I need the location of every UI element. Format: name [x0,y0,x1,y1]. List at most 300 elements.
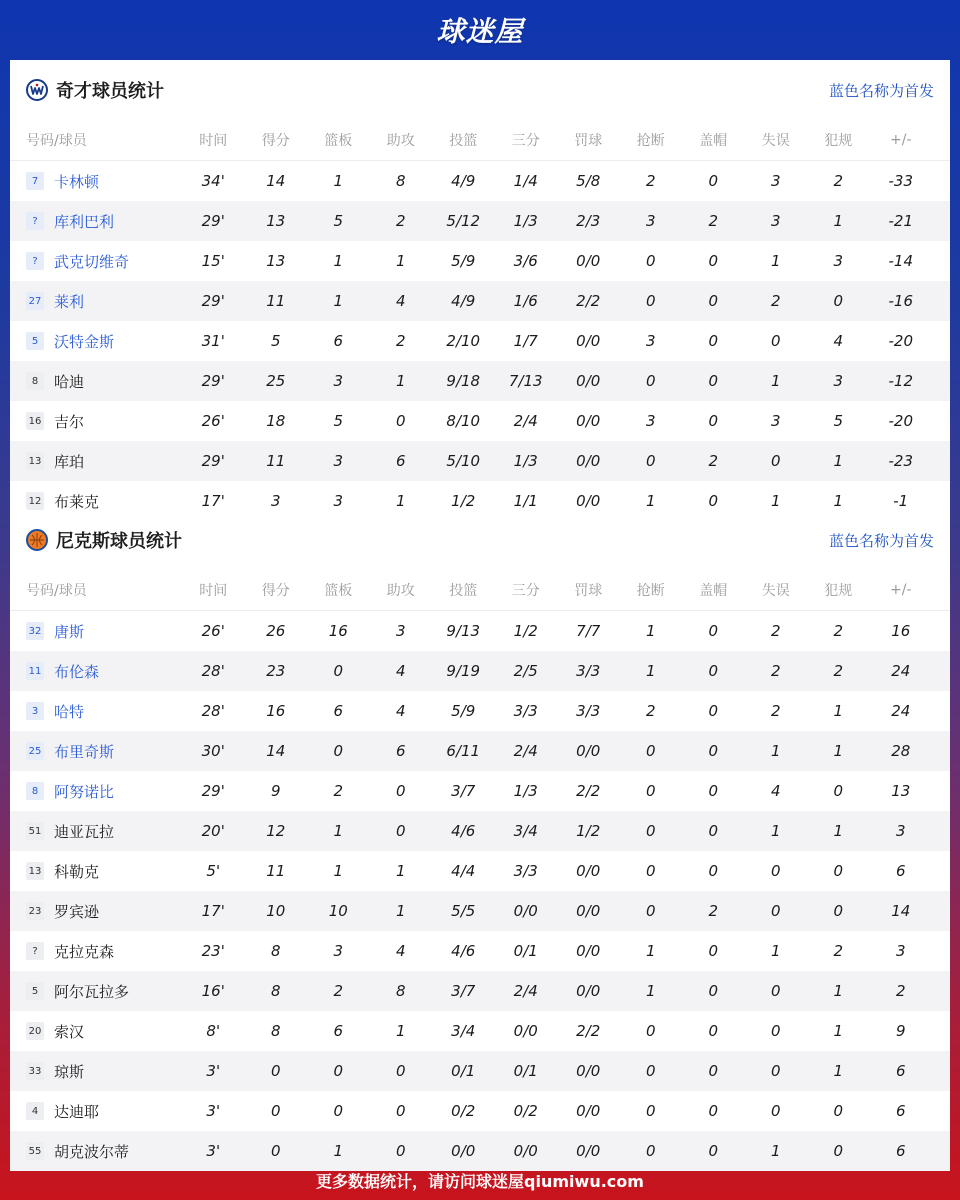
stat-cell: 0 [770,1062,781,1080]
stat-cell: 3 [333,492,344,510]
wizards-section [10,60,950,521]
stat-cell: 2/2 [576,782,601,800]
stat-cell: 16 [891,622,911,640]
stat-cell: 0/0 [576,492,601,510]
stat-cell: 6 [395,742,406,760]
stat-cell: 2 [708,902,719,920]
stat-cell: 2/4 [513,412,538,430]
stat-cell: 0 [770,1022,781,1040]
table-row [10,811,950,851]
stat-cell: 1 [770,372,781,390]
stat-cell: 2/10 [446,332,481,350]
column-header: 投篮 [449,583,478,599]
stat-cell: 10 [328,902,348,920]
stat-cell: 4/6 [451,822,476,840]
stat-cell: 0 [833,782,844,800]
stat-cell: 0 [833,1142,844,1160]
stat-cell: 30' [201,742,225,760]
column-header: 抢断 [636,133,665,149]
stat-cell: 0/0 [513,1022,538,1040]
column-header: 抢断 [636,583,665,599]
section-title: 尼克斯球员统计 [56,531,182,552]
player-name[interactable]: 琼斯 [54,1062,85,1081]
stat-cell: 9/19 [446,662,481,680]
table-row [10,241,950,281]
stat-cell: 0 [645,902,656,920]
stat-cell: 5/9 [451,702,476,720]
stat-cell: 0 [708,862,719,880]
player-name[interactable]: 库利巴利 [54,212,115,231]
footer-banner: 更多数据统计，请访问球迷屋qiumiwu.com [316,1171,644,1191]
stat-cell: 26' [201,622,225,640]
player-cell [10,171,182,192]
stat-cell: 2 [395,212,406,230]
stat-cell: 1/2 [513,622,538,640]
stat-cell: 1 [395,1022,406,1040]
stat-cell: 0 [395,1062,406,1080]
jersey-number: 55 [26,1142,44,1160]
player-name[interactable]: 哈特 [54,702,85,721]
stat-cell: 5/12 [446,212,481,230]
column-header: 失误 [761,583,790,599]
column-header: 时间 [199,133,228,149]
brand-logo: 球迷屋 [436,15,524,48]
stat-cell: 0 [708,822,719,840]
stat-cell: 1 [333,172,344,190]
player-name[interactable]: 迪亚瓦拉 [54,822,115,841]
player-cell [10,741,182,762]
stat-cell: 29' [201,292,225,310]
stat-cell: 0/0 [576,372,601,390]
stat-cell: 0 [270,1102,281,1120]
jersey-number: 13 [26,862,44,880]
jersey-number: 12 [26,492,44,510]
stat-cell: 14 [266,172,286,190]
starter-legend-note: 蓝色名称为首发 [828,81,934,100]
stat-cell: 0 [708,782,719,800]
player-cell [10,621,182,642]
stat-cell: 8 [270,982,281,1000]
player-cell [10,701,182,722]
table-row [10,441,950,481]
stat-cell: 0 [708,1102,719,1120]
column-header: 盖帽 [699,133,728,149]
player-name[interactable]: 吉尔 [54,412,85,431]
stat-cell: 0 [645,822,656,840]
stat-cell: -16 [888,292,913,310]
stat-cell: 1 [770,492,781,510]
stat-cell: 34' [201,172,225,190]
column-header: 犯规 [824,133,853,149]
stat-cell: 0 [645,292,656,310]
stat-cell: 3' [206,1142,221,1160]
stat-cell: 0 [833,902,844,920]
stat-cell: 0 [395,782,406,800]
table-row [10,161,950,201]
stat-cell: 6 [395,452,406,470]
stat-cell: 1 [645,492,656,510]
stat-cell: 0 [395,412,406,430]
player-name[interactable]: 克拉克森 [54,942,115,961]
stat-cell: 0 [708,662,719,680]
column-header: 盖帽 [699,583,728,599]
table-header-row [10,570,950,611]
stat-cell: -20 [888,332,913,350]
jersey-number: ? [26,212,44,230]
stat-cell: 26' [201,412,225,430]
stat-cell: 1 [395,492,406,510]
stat-cell: 2 [895,982,906,1000]
stat-cell: 1 [645,622,656,640]
stat-cell: 0 [708,1022,719,1040]
stat-cell: 6 [333,1022,344,1040]
stat-cell: 1/3 [513,212,538,230]
stat-cell: 6 [333,702,344,720]
player-cell [10,1101,182,1122]
stat-cell: 0 [708,1142,719,1160]
stat-cell: 3 [770,212,781,230]
stat-cell: 2 [333,982,344,1000]
stat-cell: 0/0 [576,982,601,1000]
column-header: 助攻 [386,583,415,599]
stat-cell: 0/0 [576,902,601,920]
stat-cell: 0/0 [576,412,601,430]
stat-cell: 8 [395,982,406,1000]
stat-cell: 0 [645,742,656,760]
stat-cell: 3/3 [576,662,601,680]
stat-cell: 1 [833,702,844,720]
section-header [10,510,950,570]
stat-cell: 1/1 [513,492,538,510]
stat-cell: 1/7 [513,332,538,350]
stat-cell: 17' [201,902,225,920]
stat-cell: 0/0 [576,452,601,470]
stat-cell: 14 [266,742,286,760]
stat-cell: 3 [333,452,344,470]
stat-cell: 0 [333,1062,344,1080]
stat-cell: 3 [333,942,344,960]
stat-cell: 9/13 [446,622,481,640]
stat-cell: 2 [770,662,781,680]
stat-cell: 4 [395,662,406,680]
stat-cell: 0/0 [576,942,601,960]
stat-cell: 2 [333,782,344,800]
stat-cell: 1 [770,1142,781,1160]
stat-cell: 0 [270,1062,281,1080]
stat-cell: 0 [708,292,719,310]
stat-cell: 5/9 [451,252,476,270]
player-name[interactable]: 布伦森 [54,662,100,681]
stat-cell: 24 [891,662,911,680]
stat-cell: 5/8 [576,172,601,190]
stat-cell: 0 [833,1102,844,1120]
table-header-row [10,120,950,161]
table-row [10,611,950,651]
stat-cell: 16 [266,702,286,720]
player-cell [10,251,182,272]
stat-cell: 0/0 [576,332,601,350]
player-name[interactable]: 罗宾逊 [54,902,100,921]
stat-cell: 0 [708,172,719,190]
stat-cell: 1/2 [576,822,601,840]
stat-cell: 1 [833,1062,844,1080]
stat-cell: 0/0 [451,1142,476,1160]
stat-cell: 0 [708,372,719,390]
stat-cell: 0/0 [576,862,601,880]
player-name[interactable]: 达迪耶 [54,1102,100,1121]
stat-cell: 1 [770,742,781,760]
table-row [10,321,950,361]
table-row [10,771,950,811]
stat-cell: 1 [770,942,781,960]
player-name[interactable]: 科勒克 [54,862,100,881]
stat-cell: 4/4 [451,862,476,880]
stat-cell: 3 [770,172,781,190]
stat-cell: 1/4 [513,172,538,190]
stat-cell: 2/4 [513,982,538,1000]
player-name[interactable]: 武克切维奇 [54,252,130,271]
stat-cell: 6 [895,862,906,880]
player-name[interactable]: 索汉 [54,1022,85,1041]
player-name[interactable]: 阿尔瓦拉多 [54,982,130,1001]
jersey-number: 51 [26,822,44,840]
stat-cell: 4/9 [451,172,476,190]
stat-cell: 0 [395,1102,406,1120]
jersey-number: 27 [26,292,44,310]
stat-cell: 2 [645,172,656,190]
stat-cell: 4 [770,782,781,800]
stat-cell: 0/0 [576,1102,601,1120]
stat-cell: 9/18 [446,372,481,390]
stat-cell: -1 [893,492,909,510]
stat-cell: -23 [888,452,913,470]
player-cell [10,1141,182,1162]
stat-cell: 0 [645,782,656,800]
stat-cell: 3 [770,412,781,430]
stat-cell: 12 [266,822,286,840]
stat-cell: 2 [770,622,781,640]
stat-cell: 4 [833,332,844,350]
jersey-number: 5 [26,332,44,350]
stat-cell: 0 [770,452,781,470]
stat-cell: 2 [770,702,781,720]
player-cell [10,781,182,802]
stat-cell: 28' [201,662,225,680]
table-row [10,1011,950,1051]
stat-cell: 3 [645,332,656,350]
stat-cell: 0 [645,862,656,880]
column-header: 罚球 [574,133,603,149]
stat-cell: 1 [333,292,344,310]
stat-cell: 0 [645,452,656,470]
stat-cell: 6 [895,1062,906,1080]
stat-cell: -20 [888,412,913,430]
table-row [10,731,950,771]
jersey-number: 3 [26,702,44,720]
stat-cell: 8 [395,172,406,190]
stat-cell: 1 [333,862,344,880]
stat-cell: 2/3 [576,212,601,230]
stat-cell: 1 [833,822,844,840]
stat-cell: 2 [833,942,844,960]
player-name[interactable]: 布里奇斯 [54,742,115,761]
stat-cell: 17' [201,492,225,510]
player-name[interactable]: 胡克波尔蒂 [54,1142,130,1161]
player-name[interactable]: 阿努诺比 [54,782,115,801]
stat-cell: 29' [201,212,225,230]
player-cell [10,981,182,1002]
stat-cell: 6/11 [446,742,481,760]
stat-cell: 4/6 [451,942,476,960]
stat-cell: 1 [833,212,844,230]
stat-cell: 5 [833,412,844,430]
stat-cell: 23 [266,662,286,680]
stat-cell: 8 [270,1022,281,1040]
stat-cell: 3 [895,942,906,960]
stat-cell: 29' [201,782,225,800]
stat-cell: 0 [708,942,719,960]
table-row [10,201,950,241]
stat-cell: 0 [645,252,656,270]
player-cell [10,821,182,842]
column-header: 得分 [261,133,290,149]
player-name[interactable]: 莱利 [54,292,85,311]
stat-cell: 31' [201,332,225,350]
stat-cell: 0/1 [513,1062,538,1080]
stat-cell: 0/0 [576,1062,601,1080]
stat-cell: 1 [645,982,656,1000]
column-header: 得分 [261,583,290,599]
stat-cell: 1 [770,252,781,270]
column-header: +/- [890,132,912,148]
stat-cell: 11 [266,292,286,310]
wizards-logo-icon [26,79,48,101]
jersey-number: 7 [26,172,44,190]
stat-cell: 0 [770,1102,781,1120]
section-title: 奇才球员统计 [56,81,164,102]
column-header: 失误 [761,133,790,149]
stat-cell: 7/13 [508,372,543,390]
stat-cell: 6 [333,332,344,350]
player-name[interactable]: 布莱克 [54,492,100,511]
stat-cell: 0/0 [513,902,538,920]
stat-cell: 0 [270,1142,281,1160]
stat-cell: 13 [266,252,286,270]
stat-cell: 18 [266,412,286,430]
stat-cell: -21 [888,212,913,230]
player-cell [10,211,182,232]
stat-cell: 3 [645,412,656,430]
stat-cell: 1 [333,1142,344,1160]
stat-cell: 0 [708,982,719,1000]
stat-cell: 0 [708,622,719,640]
player-name[interactable]: 唐斯 [54,622,85,641]
player-cell [10,491,182,512]
player-cell [10,861,182,882]
section-header [10,60,950,120]
stat-cell: 8' [206,1022,221,1040]
stat-cell: 1 [395,862,406,880]
starter-legend-note: 蓝色名称为首发 [828,531,934,550]
stat-cell: 4 [395,702,406,720]
column-header: 三分 [511,133,540,149]
stat-cell: 0 [833,292,844,310]
stat-cell: 4 [395,292,406,310]
table-row [10,281,950,321]
player-name[interactable]: 卡林顿 [54,172,100,191]
player-name[interactable]: 库珀 [54,452,85,471]
stat-cell: 10 [266,902,286,920]
player-name[interactable]: 沃特金斯 [54,332,115,351]
stat-cell: 2/2 [576,292,601,310]
table-row [10,651,950,691]
table-row [10,971,950,1011]
stat-cell: 1 [333,822,344,840]
section-title-group [26,77,164,103]
jersey-number: 16 [26,412,44,430]
stat-cell: 2/2 [576,1022,601,1040]
stat-cell: 13 [266,212,286,230]
stat-cell: 1/6 [513,292,538,310]
stat-cell: 3/3 [576,702,601,720]
player-name[interactable]: 哈迪 [54,372,85,391]
stat-cell: 0/1 [451,1062,476,1080]
stat-cell: 3 [895,822,906,840]
jersey-number: 8 [26,372,44,390]
stat-cell: 16' [201,982,225,1000]
stat-cell: 0 [708,332,719,350]
jersey-number: 32 [26,622,44,640]
stat-cell: 0 [395,822,406,840]
stat-cell: 3/7 [451,782,476,800]
stat-cell: 0 [708,492,719,510]
player-cell [10,1021,182,1042]
stat-cell: 1 [395,252,406,270]
column-header: 罚球 [574,583,603,599]
stat-cell: 2 [833,172,844,190]
stat-cell: 6 [895,1102,906,1120]
stat-cell: -33 [888,172,913,190]
stat-cell: 1 [833,982,844,1000]
stat-cell: 0 [708,412,719,430]
player-cell [10,411,182,432]
stat-cell: 3 [833,372,844,390]
stat-cell: 0 [708,702,719,720]
player-cell [10,291,182,312]
stat-cell: 3/3 [513,862,538,880]
stat-cell: 9 [270,782,281,800]
stat-cell: 1/2 [451,492,476,510]
stat-cell: 7/7 [576,622,601,640]
table-row [10,931,950,971]
stat-cell: 0 [645,1142,656,1160]
column-header: 篮板 [324,583,353,599]
player-cell [10,901,182,922]
table-row [10,851,950,891]
column-header: +/- [890,582,912,598]
knicks-section [10,510,950,1171]
stat-cell: 11 [266,862,286,880]
stat-cell: 1 [833,452,844,470]
player-cell [10,451,182,472]
stat-cell: 28' [201,702,225,720]
stat-cell: 8 [270,942,281,960]
stat-cell: 0 [770,902,781,920]
stat-cell: 0 [708,252,719,270]
stat-cell: 0/0 [576,742,601,760]
stat-cell: 5 [270,332,281,350]
stat-cell: 0 [333,1102,344,1120]
